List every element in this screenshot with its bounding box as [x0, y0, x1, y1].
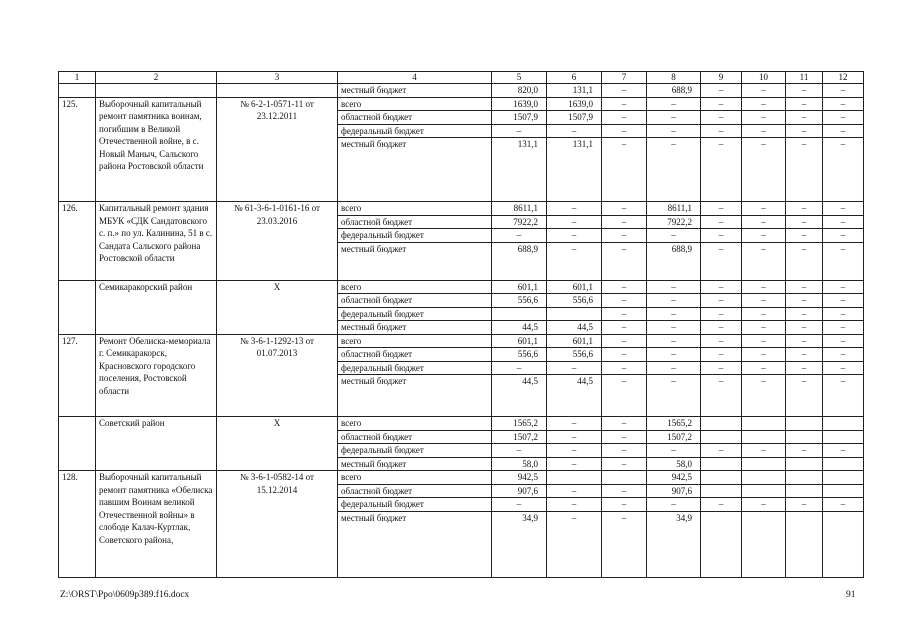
- value-cell: 556,6: [547, 348, 602, 362]
- value-cell: –: [492, 498, 547, 512]
- budget-source-cell: всего: [338, 417, 492, 431]
- value-cell: –: [492, 229, 547, 243]
- header-cell: 2: [96, 72, 217, 84]
- value-cell: [823, 417, 864, 431]
- value-cell: –: [742, 348, 786, 362]
- object-name-cell: Выборочный капитальный ремонт памятника воинам, погибшим в Великой Отечественной войне, в с. Новый Маныч, Сальского района Ростовской области: [96, 97, 217, 202]
- value-cell: –: [647, 229, 701, 243]
- row-number-cell: 125.: [59, 97, 96, 202]
- value-cell: [786, 430, 823, 444]
- value-cell: –: [742, 321, 786, 335]
- value-cell: –: [701, 294, 742, 308]
- value-cell: –: [602, 280, 647, 294]
- value-cell: –: [602, 229, 647, 243]
- value-cell: –: [547, 202, 602, 216]
- header-cell: 1: [59, 72, 96, 84]
- value-cell: –: [786, 375, 823, 417]
- value-cell: [742, 471, 786, 485]
- budget-source-cell: всего: [338, 280, 492, 294]
- object-name-cell: Ремонт Обелиска-мемориала г. Семикаракорск, Красновского городского поселения, Ростовской области: [96, 334, 217, 417]
- value-cell: –: [786, 280, 823, 294]
- value-cell: 131,1: [492, 138, 547, 202]
- value-cell: –: [786, 307, 823, 321]
- value-cell: –: [647, 307, 701, 321]
- value-cell: –: [602, 138, 647, 202]
- value-cell: [742, 417, 786, 431]
- value-cell: 8611,1: [647, 202, 701, 216]
- value-cell: –: [742, 375, 786, 417]
- value-cell: 907,6: [492, 484, 547, 498]
- value-cell: 1565,2: [492, 417, 547, 431]
- value-cell: –: [547, 457, 602, 471]
- value-cell: –: [602, 430, 647, 444]
- value-cell: [701, 417, 742, 431]
- value-cell: –: [786, 294, 823, 308]
- value-cell: 44,5: [547, 321, 602, 335]
- value-cell: –: [823, 361, 864, 375]
- header-cell: 4: [338, 72, 492, 84]
- value-cell: [701, 484, 742, 498]
- value-cell: –: [742, 124, 786, 138]
- value-cell: –: [647, 334, 701, 348]
- document-number-cell: № 3-6-1-1292-13 от 01.07.2013: [217, 334, 338, 417]
- document-number-cell: Х: [217, 417, 338, 471]
- value-cell: 58,0: [492, 457, 547, 471]
- value-cell: [602, 471, 647, 485]
- value-cell: –: [823, 229, 864, 243]
- value-cell: [823, 457, 864, 471]
- page-number: 91: [846, 590, 856, 600]
- value-cell: –: [786, 334, 823, 348]
- value-cell: –: [823, 498, 864, 512]
- value-cell: –: [602, 334, 647, 348]
- budget-table: [58, 71, 864, 578]
- value-cell: –: [701, 124, 742, 138]
- value-cell: –: [786, 321, 823, 335]
- value-cell: –: [823, 84, 864, 98]
- value-cell: 907,6: [647, 484, 701, 498]
- value-cell: –: [602, 111, 647, 125]
- footer-file-path: Z:\ORST\Ppo\0609p389.f16.docx: [60, 590, 190, 600]
- budget-source-cell: федеральный бюджет: [338, 361, 492, 375]
- header-cell: 3: [217, 72, 338, 84]
- value-cell: –: [647, 138, 701, 202]
- value-cell: 1507,9: [492, 111, 547, 125]
- value-cell: –: [786, 444, 823, 458]
- value-cell: –: [602, 444, 647, 458]
- value-cell: –: [742, 498, 786, 512]
- budget-source-cell: местный бюджет: [338, 138, 492, 202]
- value-cell: –: [786, 84, 823, 98]
- value-cell: [742, 511, 786, 577]
- budget-source-cell: всего: [338, 471, 492, 485]
- budget-source-cell: областной бюджет: [338, 215, 492, 229]
- value-cell: –: [823, 215, 864, 229]
- value-cell: –: [547, 229, 602, 243]
- object-name-cell: Советский район: [96, 417, 217, 471]
- value-cell: [742, 430, 786, 444]
- table-row: [59, 334, 864, 348]
- value-cell: –: [742, 215, 786, 229]
- value-cell: 556,6: [492, 294, 547, 308]
- value-cell: –: [742, 307, 786, 321]
- value-cell: [742, 484, 786, 498]
- budget-source-cell: областной бюджет: [338, 430, 492, 444]
- value-cell: –: [742, 361, 786, 375]
- document-number-cell: Х: [217, 280, 338, 334]
- value-cell: [547, 307, 602, 321]
- table-row: [59, 84, 864, 98]
- value-cell: 1565,2: [647, 417, 701, 431]
- budget-source-cell: областной бюджет: [338, 484, 492, 498]
- value-cell: –: [602, 307, 647, 321]
- table-row: [59, 202, 864, 216]
- value-cell: –: [602, 84, 647, 98]
- value-cell: –: [547, 124, 602, 138]
- object-name-cell: Семикаракорский район: [96, 280, 217, 334]
- value-cell: [701, 457, 742, 471]
- row-number-cell: [59, 417, 96, 471]
- value-cell: [492, 307, 547, 321]
- value-cell: –: [786, 124, 823, 138]
- value-cell: –: [602, 417, 647, 431]
- value-cell: 44,5: [492, 375, 547, 417]
- value-cell: –: [823, 124, 864, 138]
- value-cell: [823, 471, 864, 485]
- value-cell: –: [823, 307, 864, 321]
- value-cell: –: [786, 498, 823, 512]
- value-cell: –: [492, 444, 547, 458]
- value-cell: 131,1: [547, 138, 602, 202]
- value-cell: –: [786, 97, 823, 111]
- value-cell: –: [823, 444, 864, 458]
- value-cell: –: [701, 242, 742, 280]
- value-cell: [823, 430, 864, 444]
- value-cell: [786, 457, 823, 471]
- budget-source-cell: всего: [338, 334, 492, 348]
- value-cell: –: [701, 375, 742, 417]
- row-number-cell: 127.: [59, 334, 96, 417]
- value-cell: –: [823, 334, 864, 348]
- value-cell: 1507,9: [547, 111, 602, 125]
- value-cell: –: [602, 375, 647, 417]
- value-cell: –: [786, 138, 823, 202]
- value-cell: –: [647, 444, 701, 458]
- budget-source-cell: областной бюджет: [338, 111, 492, 125]
- budget-source-cell: местный бюджет: [338, 511, 492, 577]
- value-cell: –: [547, 361, 602, 375]
- document-number-cell: № 6-2-1-0571-11 от 23.12.2011: [217, 97, 338, 202]
- value-cell: 58,0: [647, 457, 701, 471]
- value-cell: –: [647, 498, 701, 512]
- value-cell: –: [786, 361, 823, 375]
- value-cell: –: [742, 97, 786, 111]
- value-cell: 688,9: [647, 242, 701, 280]
- value-cell: –: [701, 348, 742, 362]
- value-cell: –: [786, 348, 823, 362]
- value-cell: –: [547, 511, 602, 577]
- header-cell: 9: [701, 72, 742, 84]
- value-cell: –: [742, 242, 786, 280]
- document-number-cell: № 3-6-1-0582-14 от 15.12.2014: [217, 471, 338, 578]
- value-cell: 601,1: [492, 334, 547, 348]
- value-cell: –: [602, 124, 647, 138]
- value-cell: –: [823, 294, 864, 308]
- value-cell: –: [602, 202, 647, 216]
- value-cell: –: [701, 111, 742, 125]
- document-number-cell: [217, 84, 338, 98]
- object-name-cell: [96, 84, 217, 98]
- value-cell: 601,1: [492, 280, 547, 294]
- budget-source-cell: местный бюджет: [338, 457, 492, 471]
- value-cell: –: [602, 348, 647, 362]
- value-cell: 820,0: [492, 84, 547, 98]
- value-cell: [823, 484, 864, 498]
- value-cell: –: [547, 484, 602, 498]
- value-cell: –: [701, 215, 742, 229]
- value-cell: –: [647, 280, 701, 294]
- header-cell: 7: [602, 72, 647, 84]
- value-cell: –: [786, 229, 823, 243]
- value-cell: 942,5: [492, 471, 547, 485]
- value-cell: 44,5: [492, 321, 547, 335]
- value-cell: –: [742, 294, 786, 308]
- value-cell: –: [701, 138, 742, 202]
- value-cell: –: [701, 229, 742, 243]
- header-cell: 6: [547, 72, 602, 84]
- budget-source-cell: всего: [338, 97, 492, 111]
- value-cell: –: [701, 444, 742, 458]
- value-cell: 688,9: [647, 84, 701, 98]
- row-number-cell: 126.: [59, 202, 96, 281]
- value-cell: –: [701, 307, 742, 321]
- value-cell: –: [701, 321, 742, 335]
- row-number-cell: [59, 84, 96, 98]
- value-cell: [701, 471, 742, 485]
- value-cell: –: [742, 444, 786, 458]
- table-row: [59, 97, 864, 111]
- value-cell: –: [823, 97, 864, 111]
- value-cell: 131,1: [547, 84, 602, 98]
- value-cell: –: [701, 97, 742, 111]
- value-cell: –: [786, 242, 823, 280]
- value-cell: –: [786, 202, 823, 216]
- row-number-cell: [59, 280, 96, 334]
- value-cell: –: [823, 242, 864, 280]
- value-cell: –: [547, 242, 602, 280]
- value-cell: –: [823, 348, 864, 362]
- header-cell: 12: [823, 72, 864, 84]
- value-cell: –: [602, 97, 647, 111]
- value-cell: –: [602, 361, 647, 375]
- value-cell: [547, 471, 602, 485]
- value-cell: –: [701, 361, 742, 375]
- value-cell: [701, 511, 742, 577]
- value-cell: 688,9: [492, 242, 547, 280]
- value-cell: –: [742, 280, 786, 294]
- value-cell: –: [647, 321, 701, 335]
- value-cell: –: [602, 294, 647, 308]
- value-cell: –: [786, 111, 823, 125]
- value-cell: [701, 430, 742, 444]
- value-cell: 556,6: [492, 348, 547, 362]
- value-cell: 1639,0: [492, 97, 547, 111]
- value-cell: –: [701, 84, 742, 98]
- value-cell: –: [602, 215, 647, 229]
- value-cell: 556,6: [547, 294, 602, 308]
- value-cell: –: [602, 321, 647, 335]
- budget-source-cell: федеральный бюджет: [338, 444, 492, 458]
- header-cell: 5: [492, 72, 547, 84]
- value-cell: –: [547, 498, 602, 512]
- value-cell: –: [823, 321, 864, 335]
- value-cell: –: [647, 124, 701, 138]
- budget-source-cell: местный бюджет: [338, 84, 492, 98]
- value-cell: –: [742, 202, 786, 216]
- value-cell: –: [492, 361, 547, 375]
- value-cell: –: [742, 334, 786, 348]
- value-cell: [823, 511, 864, 577]
- value-cell: 7922,2: [647, 215, 701, 229]
- value-cell: 1507,2: [492, 430, 547, 444]
- budget-source-cell: всего: [338, 202, 492, 216]
- value-cell: –: [647, 375, 701, 417]
- value-cell: 34,9: [647, 511, 701, 577]
- value-cell: –: [742, 138, 786, 202]
- value-cell: –: [823, 280, 864, 294]
- value-cell: 601,1: [547, 280, 602, 294]
- budget-source-cell: местный бюджет: [338, 242, 492, 280]
- value-cell: –: [647, 111, 701, 125]
- value-cell: –: [602, 484, 647, 498]
- budget-source-cell: федеральный бюджет: [338, 229, 492, 243]
- budget-source-cell: федеральный бюджет: [338, 498, 492, 512]
- value-cell: 44,5: [547, 375, 602, 417]
- value-cell: –: [602, 457, 647, 471]
- value-cell: –: [602, 242, 647, 280]
- object-name-cell: Капитальный ремонт здания МБУК «СДК Сандатовского с. п.» по ул. Калинина, 51 в с. Сандата Сальского района Ростовской области: [96, 202, 217, 281]
- value-cell: –: [647, 348, 701, 362]
- budget-source-cell: федеральный бюджет: [338, 307, 492, 321]
- value-cell: –: [647, 361, 701, 375]
- header-cell: 10: [742, 72, 786, 84]
- value-cell: –: [823, 375, 864, 417]
- value-cell: –: [823, 202, 864, 216]
- value-cell: [786, 417, 823, 431]
- value-cell: [786, 484, 823, 498]
- value-cell: –: [742, 229, 786, 243]
- budget-source-cell: федеральный бюджет: [338, 124, 492, 138]
- budget-source-cell: областной бюджет: [338, 294, 492, 308]
- value-cell: [786, 471, 823, 485]
- value-cell: 601,1: [547, 334, 602, 348]
- value-cell: –: [701, 202, 742, 216]
- value-cell: 1639,0: [547, 97, 602, 111]
- value-cell: –: [742, 84, 786, 98]
- value-cell: –: [701, 334, 742, 348]
- value-cell: [786, 511, 823, 577]
- value-cell: 8611,1: [492, 202, 547, 216]
- value-cell: [742, 457, 786, 471]
- value-cell: –: [547, 417, 602, 431]
- row-number-cell: 128.: [59, 471, 96, 578]
- header-cell: 11: [786, 72, 823, 84]
- value-cell: –: [602, 498, 647, 512]
- budget-source-cell: областной бюджет: [338, 348, 492, 362]
- header-cell: 8: [647, 72, 701, 84]
- value-cell: –: [786, 215, 823, 229]
- value-cell: –: [647, 97, 701, 111]
- value-cell: –: [742, 111, 786, 125]
- value-cell: 7922,2: [492, 215, 547, 229]
- header-row: [59, 72, 864, 84]
- table-row: [59, 471, 864, 485]
- table-row: [59, 280, 864, 294]
- value-cell: –: [701, 280, 742, 294]
- value-cell: –: [602, 511, 647, 577]
- budget-source-cell: местный бюджет: [338, 321, 492, 335]
- value-cell: –: [547, 430, 602, 444]
- value-cell: 1507,2: [647, 430, 701, 444]
- value-cell: 34,9: [492, 511, 547, 577]
- budget-source-cell: местный бюджет: [338, 375, 492, 417]
- value-cell: –: [547, 215, 602, 229]
- value-cell: –: [701, 498, 742, 512]
- document-number-cell: № 61-3-6-1-0161-16 от 23.03.2016: [217, 202, 338, 281]
- value-cell: –: [647, 294, 701, 308]
- value-cell: 942,5: [647, 471, 701, 485]
- table-row: [59, 417, 864, 431]
- value-cell: –: [823, 138, 864, 202]
- value-cell: –: [547, 444, 602, 458]
- value-cell: –: [492, 124, 547, 138]
- object-name-cell: Выборочный капитальный ремонт памятника «Обелиска павшим Воинам великой Отечественной войны» в слободе Калач-Куртлак, Советского района,: [96, 471, 217, 578]
- value-cell: –: [823, 111, 864, 125]
